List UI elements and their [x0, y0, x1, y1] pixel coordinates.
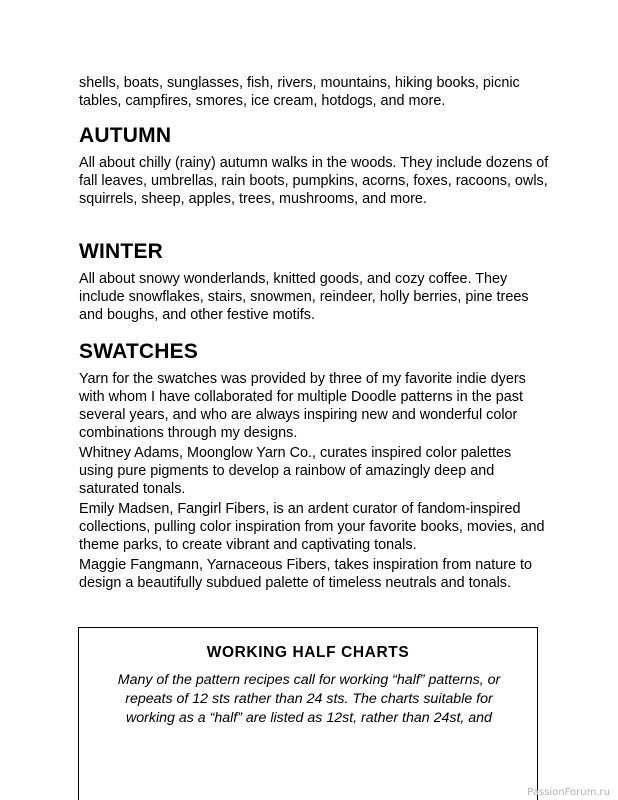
autumn-paragraph: All about chilly (rainy) autumn walks in the woods. They include dozens of fall leaves, umbrellas, rain boots, pumpkins, acorns, foxes, racoons, owls, squirrels, sheep, apples, trees, mushrooms, and more. [79, 155, 549, 207]
autumn-heading: AUTUMN [79, 124, 172, 147]
callout-title: WORKING HALF CHARTS [206, 644, 410, 661]
swatches-heading: SWATCHES [79, 340, 199, 363]
callout-text: Many of the pattern recipes call for working “half” patterns, or repeats of 12 sts rather than 24 sts. The charts suitable for working as a “half” are listed as 12st, rather than 24st, and [117, 672, 501, 726]
swatches-paragraph-yarnaceous: Maggie Fangmann, Yarnaceous Fibers, takes inspiration from nature to design a beautifully subdued palette of timeless neutrals and tonals. [79, 557, 533, 591]
site-watermark: PassionForum.ru [527, 787, 610, 798]
intro-paragraph: shells, boats, sunglasses, fish, rivers, mountains, hiking books, picnic tables, campfires, smores, ice cream, hotdogs, and more. [79, 75, 520, 109]
swatches-paragraph-fangirl: Emily Madsen, Fangirl Fibers, is an ardent curator of fandom-inspired collections, pulling color inspiration from your favorite books, movies, and theme parks, to create vibrant and captivating tonals. [79, 501, 545, 553]
winter-paragraph: All about snowy wonderlands, knitted goods, and cozy coffee. They include snowflakes, stairs, snowmen, reindeer, holly berries, pine trees and boughs, and other festive motifs. [79, 271, 529, 323]
winter-heading: WINTER [79, 240, 164, 263]
swatches-paragraph-moonglow: Whitney Adams, Moonglow Yarn Co., curates inspired color palettes using pure pigments to develop a rainbow of amazingly deep and saturated tonals. [79, 445, 512, 497]
swatches-paragraph-intro: Yarn for the swatches was provided by three of my favorite indie dyers with whom I have collaborated for multiple Doodle patterns in the past several years, and who are always inspiring new and wonderful color combinations through my designs. [79, 371, 526, 441]
half-charts-callout-box [78, 627, 538, 800]
